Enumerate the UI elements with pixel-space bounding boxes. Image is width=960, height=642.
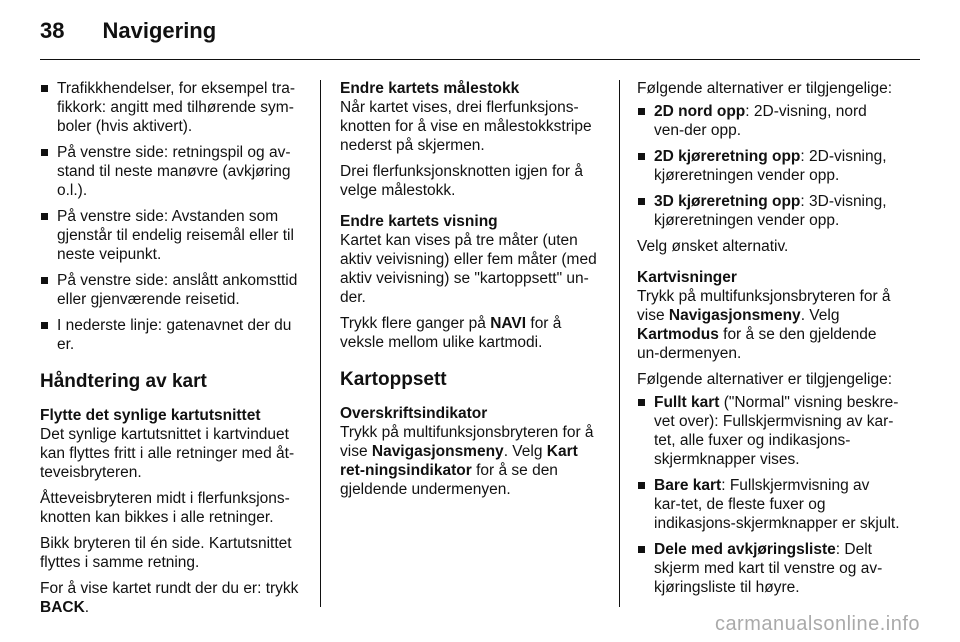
subheading: Endre kartets målestokk xyxy=(340,80,520,97)
text-run: . Velg xyxy=(503,443,547,460)
paragraph: Åtteveisbryteren midt i flerfunksjons-knotten kan bikkes i alle retninger. xyxy=(40,490,290,526)
text-run: ("Normal" visning beskre-vet over): Fullskjermvisning av kar-tet, alle fuxer og indikasjons-skjermknapper vises. xyxy=(654,394,899,468)
paragraph: Velg ønsket alternativ. xyxy=(637,238,789,255)
column-1 xyxy=(40,79,302,624)
page-number: 38 xyxy=(40,18,65,43)
text-run: : Fullskjermvisning av kar-tet, de fleste fuxer og indikasjons-skjermknapper er skjult. xyxy=(654,477,900,532)
option-label: 2D kjøreretning opp xyxy=(654,148,801,165)
text-run: Trykk på multifunksjonsbryteren for å vise xyxy=(340,424,594,460)
page-title: Navigering xyxy=(102,18,217,43)
text-run: for å se den gjeldende undermenyen. xyxy=(340,462,558,498)
option-label: 2D nord opp xyxy=(654,103,746,120)
column-2 xyxy=(340,79,602,506)
section-heading: Kartoppsett xyxy=(340,369,447,390)
key-label: NAVI xyxy=(490,315,527,332)
watermark: carmanualsonline.info xyxy=(714,613,920,635)
option-label: Bare kart xyxy=(654,477,722,494)
paragraph xyxy=(340,314,602,352)
text-run: : Delt skjerm med kart til venstre og av-kjøringsliste til høyre. xyxy=(654,541,883,596)
paragraph: Følgende alternativer er tilgjengelige: xyxy=(637,371,893,388)
paragraph: Følgende alternativer er tilgjengelige: xyxy=(637,80,893,97)
column-divider xyxy=(320,80,321,607)
paragraph: Det synlige kartutsnittet i kartvinduet kan flyttes fritt i alle retninger med åt-teveisbryteren. xyxy=(40,426,295,481)
list-item: På venstre side: retningspil og av-stand til neste manøvre (avkjøring o.l.). xyxy=(40,143,302,200)
paragraph: Bikk bryteren til én side. Kartutsnittet flyttes i samme retning. xyxy=(40,535,292,571)
subheading: Endre kartets visning xyxy=(340,213,498,230)
column-divider xyxy=(619,80,620,607)
subheading: Overskriftsindikator xyxy=(340,405,488,422)
option-label: Dele med avkjøringsliste xyxy=(654,541,836,558)
text-run: : 2D-visning, kjøreretningen vender opp. xyxy=(654,148,887,184)
paragraph xyxy=(40,579,302,617)
text-run: : 3D-visning, kjøreretningen vender opp. xyxy=(654,193,887,229)
list-item xyxy=(637,476,900,533)
list-item: På venstre side: Avstanden som gjenstår til endelig reisemål eller til neste veipunkt. xyxy=(40,207,302,264)
menu-label: Kart ret-ningsindikator xyxy=(340,443,578,479)
list-item xyxy=(637,102,900,140)
list-item xyxy=(637,192,900,230)
map-modes-list xyxy=(637,393,900,597)
paragraph: Drei flerfunksjonsknotten igjen for å velge målestokk. xyxy=(340,163,583,199)
text-run: for å veksle mellom ulike kartmodi. xyxy=(340,315,562,351)
list-item xyxy=(637,147,900,185)
paragraph xyxy=(340,423,602,499)
menu-label: Navigasjonsmeny xyxy=(668,307,801,324)
subheading: Flytte det synlige kartutsnittet xyxy=(40,407,261,424)
option-label: 3D kjøreretning opp xyxy=(654,193,801,210)
list-item: På venstre side: anslått ankomsttid eller gjenværende reisetid. xyxy=(40,271,302,309)
text-run: Trykk på multifunksjonsbryteren for å vise xyxy=(637,288,891,324)
header-rule xyxy=(40,59,920,60)
text-run: . Velg xyxy=(800,307,840,324)
menu-label: Kartmodus xyxy=(637,326,719,343)
column-3 xyxy=(637,79,900,604)
option-label: Fullt kart xyxy=(654,394,720,411)
view-options-list xyxy=(637,102,900,230)
text-run: : 2D-visning, nord ven-der opp. xyxy=(654,103,867,139)
menu-label: Navigasjonsmeny xyxy=(371,443,504,460)
paragraph: Når kartet vises, drei flerfunksjons-knotten for å vise en målestokkstripe nederst på skjermen. xyxy=(340,99,592,154)
text-run: Trykk flere ganger på xyxy=(340,315,491,332)
subheading: Kartvisninger xyxy=(637,269,737,286)
list-item: Trafikkhendelser, for eksempel tra-fikkork: angitt med tilhørende sym-boler (hvis aktivert). xyxy=(40,79,302,136)
display-info-list xyxy=(40,79,302,354)
text-run: for å se den gjeldende un-dermenyen. xyxy=(637,326,877,362)
list-item: I nederste linje: gatenavnet der du er. xyxy=(40,316,302,354)
paragraph xyxy=(637,287,900,363)
section-heading: Håndtering av kart xyxy=(40,371,207,392)
key-label: BACK xyxy=(40,599,85,616)
list-item xyxy=(637,540,900,597)
text-run: For å vise kartet rundt der du er: trykk xyxy=(40,580,299,597)
text-run: . xyxy=(84,599,90,616)
paragraph: Kartet kan vises på tre måter (uten aktiv veivisning) eller fem måter (med aktiv veivisning) se "kartoppsett" un-der. xyxy=(340,232,597,306)
list-item xyxy=(637,393,900,469)
page-header xyxy=(40,18,216,44)
